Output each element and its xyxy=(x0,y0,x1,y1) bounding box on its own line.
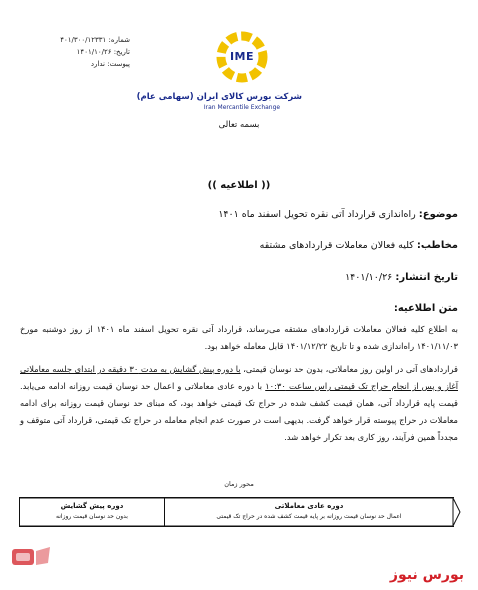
timeline-diagram xyxy=(18,497,461,529)
pre-opening-stage xyxy=(19,497,165,527)
meta-number xyxy=(20,34,130,46)
paragraph-1-text: به اطلاع کلیه فعالان معاملات قراردادهای مشتقه می‌رساند، قرارداد آتی نقره تحویل اسفند ماه ۱۴۰۱ از روز دوشنبه مورخ ۱۴۰۱/۱۱/۰۳ راه‌اندازی شده و تا تاریخ ۱۴۰۱/۱۲/۲۲ قابل معامله خواهد بود. xyxy=(20,324,458,351)
notice-title: (( اطلاعیه )) xyxy=(207,180,271,191)
meta-number-label: شماره: xyxy=(108,36,130,44)
body-title: متن اطلاعیه: xyxy=(393,303,458,314)
logo-name-en: Iran Mercantile Exchange xyxy=(203,104,281,111)
logo-mark xyxy=(215,30,269,84)
meta-date-value: ۱۴۰۱/۱۰/۲۶ xyxy=(76,48,112,56)
audience-label: مخاطب: xyxy=(416,240,458,251)
brand-watermark-icon xyxy=(10,543,54,569)
publish-date-value: ۱۴۰۱/۱۰/۲۶ xyxy=(345,272,393,283)
brand-watermark xyxy=(10,543,54,569)
normal-trading-desc: اعمال حد نوسان قیمت روزانه بر پایه قیمت کشف شده در حراج تک قیمتی xyxy=(216,513,402,520)
meta-number-value: ۴۰۱/۳۰۰/۱۲۳۳۱ xyxy=(60,36,107,44)
pre-opening-desc: بدون حد نوسان قیمت روزانه xyxy=(56,513,128,520)
brand-name: بورس نیوز xyxy=(389,567,464,583)
paragraph-2-part-b: با دوره عادی معاملاتی و اعمال حد نوسان قیمت روزانه ادامه می‌یابد. قیمت پایه قرارداد آتی، همان قیمت کشف شده در حراج تک قیمتی خواهد بود، که مبنای حد نوسان قیمت روزانه برای ادامه معاملات در حراج پیوسته قرار خواهد گرفت. بدیهی است در صورت عدم انجام معامله در حراج تک قیمتی، قرارداد آتی متوقف و مجدداً همین فرآیند، روز کاری بعد تکرار خواهد شد. xyxy=(20,381,458,442)
audience-field xyxy=(260,240,458,251)
logo-ime-text: IME xyxy=(229,50,255,63)
body-paragraph-2 xyxy=(20,361,458,446)
meta-date xyxy=(20,46,130,58)
publish-date-field xyxy=(345,272,458,283)
time-axis-label: محور زمان xyxy=(224,480,254,488)
paragraph-2-part-a: قراردادهای آتی در اولین روز معاملاتی، بدون حد نوسان قیمتی، xyxy=(240,364,458,374)
meta-date-label: تاریخ: xyxy=(113,48,130,56)
subject-label: موضوع: xyxy=(418,209,458,220)
body-paragraph-1 xyxy=(20,321,458,355)
paragraph-2-underlined: با دوره پیش گشایش به مدت ۳۰ دقیقه در ابتدای جلسه معاملاتی آغاز و پس از انجام حراج تک قیمتی راس ساعت ۱۰:۳۰ xyxy=(20,364,458,391)
normal-trading-stage xyxy=(164,497,454,527)
audience-value: کلیه فعالان معاملات قراردادهای مشتقه xyxy=(259,240,414,251)
company-logo xyxy=(136,30,302,111)
normal-trading-title: دوره عادی معاملاتی xyxy=(274,502,344,510)
subject-value: راه‌اندازی قرارداد آتی نقره تحویل اسفند ماه ۱۴۰۱ xyxy=(218,209,416,220)
paragraph-2 xyxy=(20,361,458,446)
meta-attachment-label: پیوست: xyxy=(107,60,130,68)
pre-opening-title: دوره پیش گشایش xyxy=(60,502,124,510)
meta-attachment xyxy=(20,58,130,70)
publish-date-label: تاریخ انتشار: xyxy=(395,272,458,283)
logo-name-fa: شرکت بورس کالای ایران (سهامی عام) xyxy=(136,92,302,102)
document-meta xyxy=(20,34,130,70)
besm-header: بسمه تعالی xyxy=(218,120,260,130)
subject-field xyxy=(218,209,458,220)
meta-attachment-value: ندارد xyxy=(90,60,105,68)
